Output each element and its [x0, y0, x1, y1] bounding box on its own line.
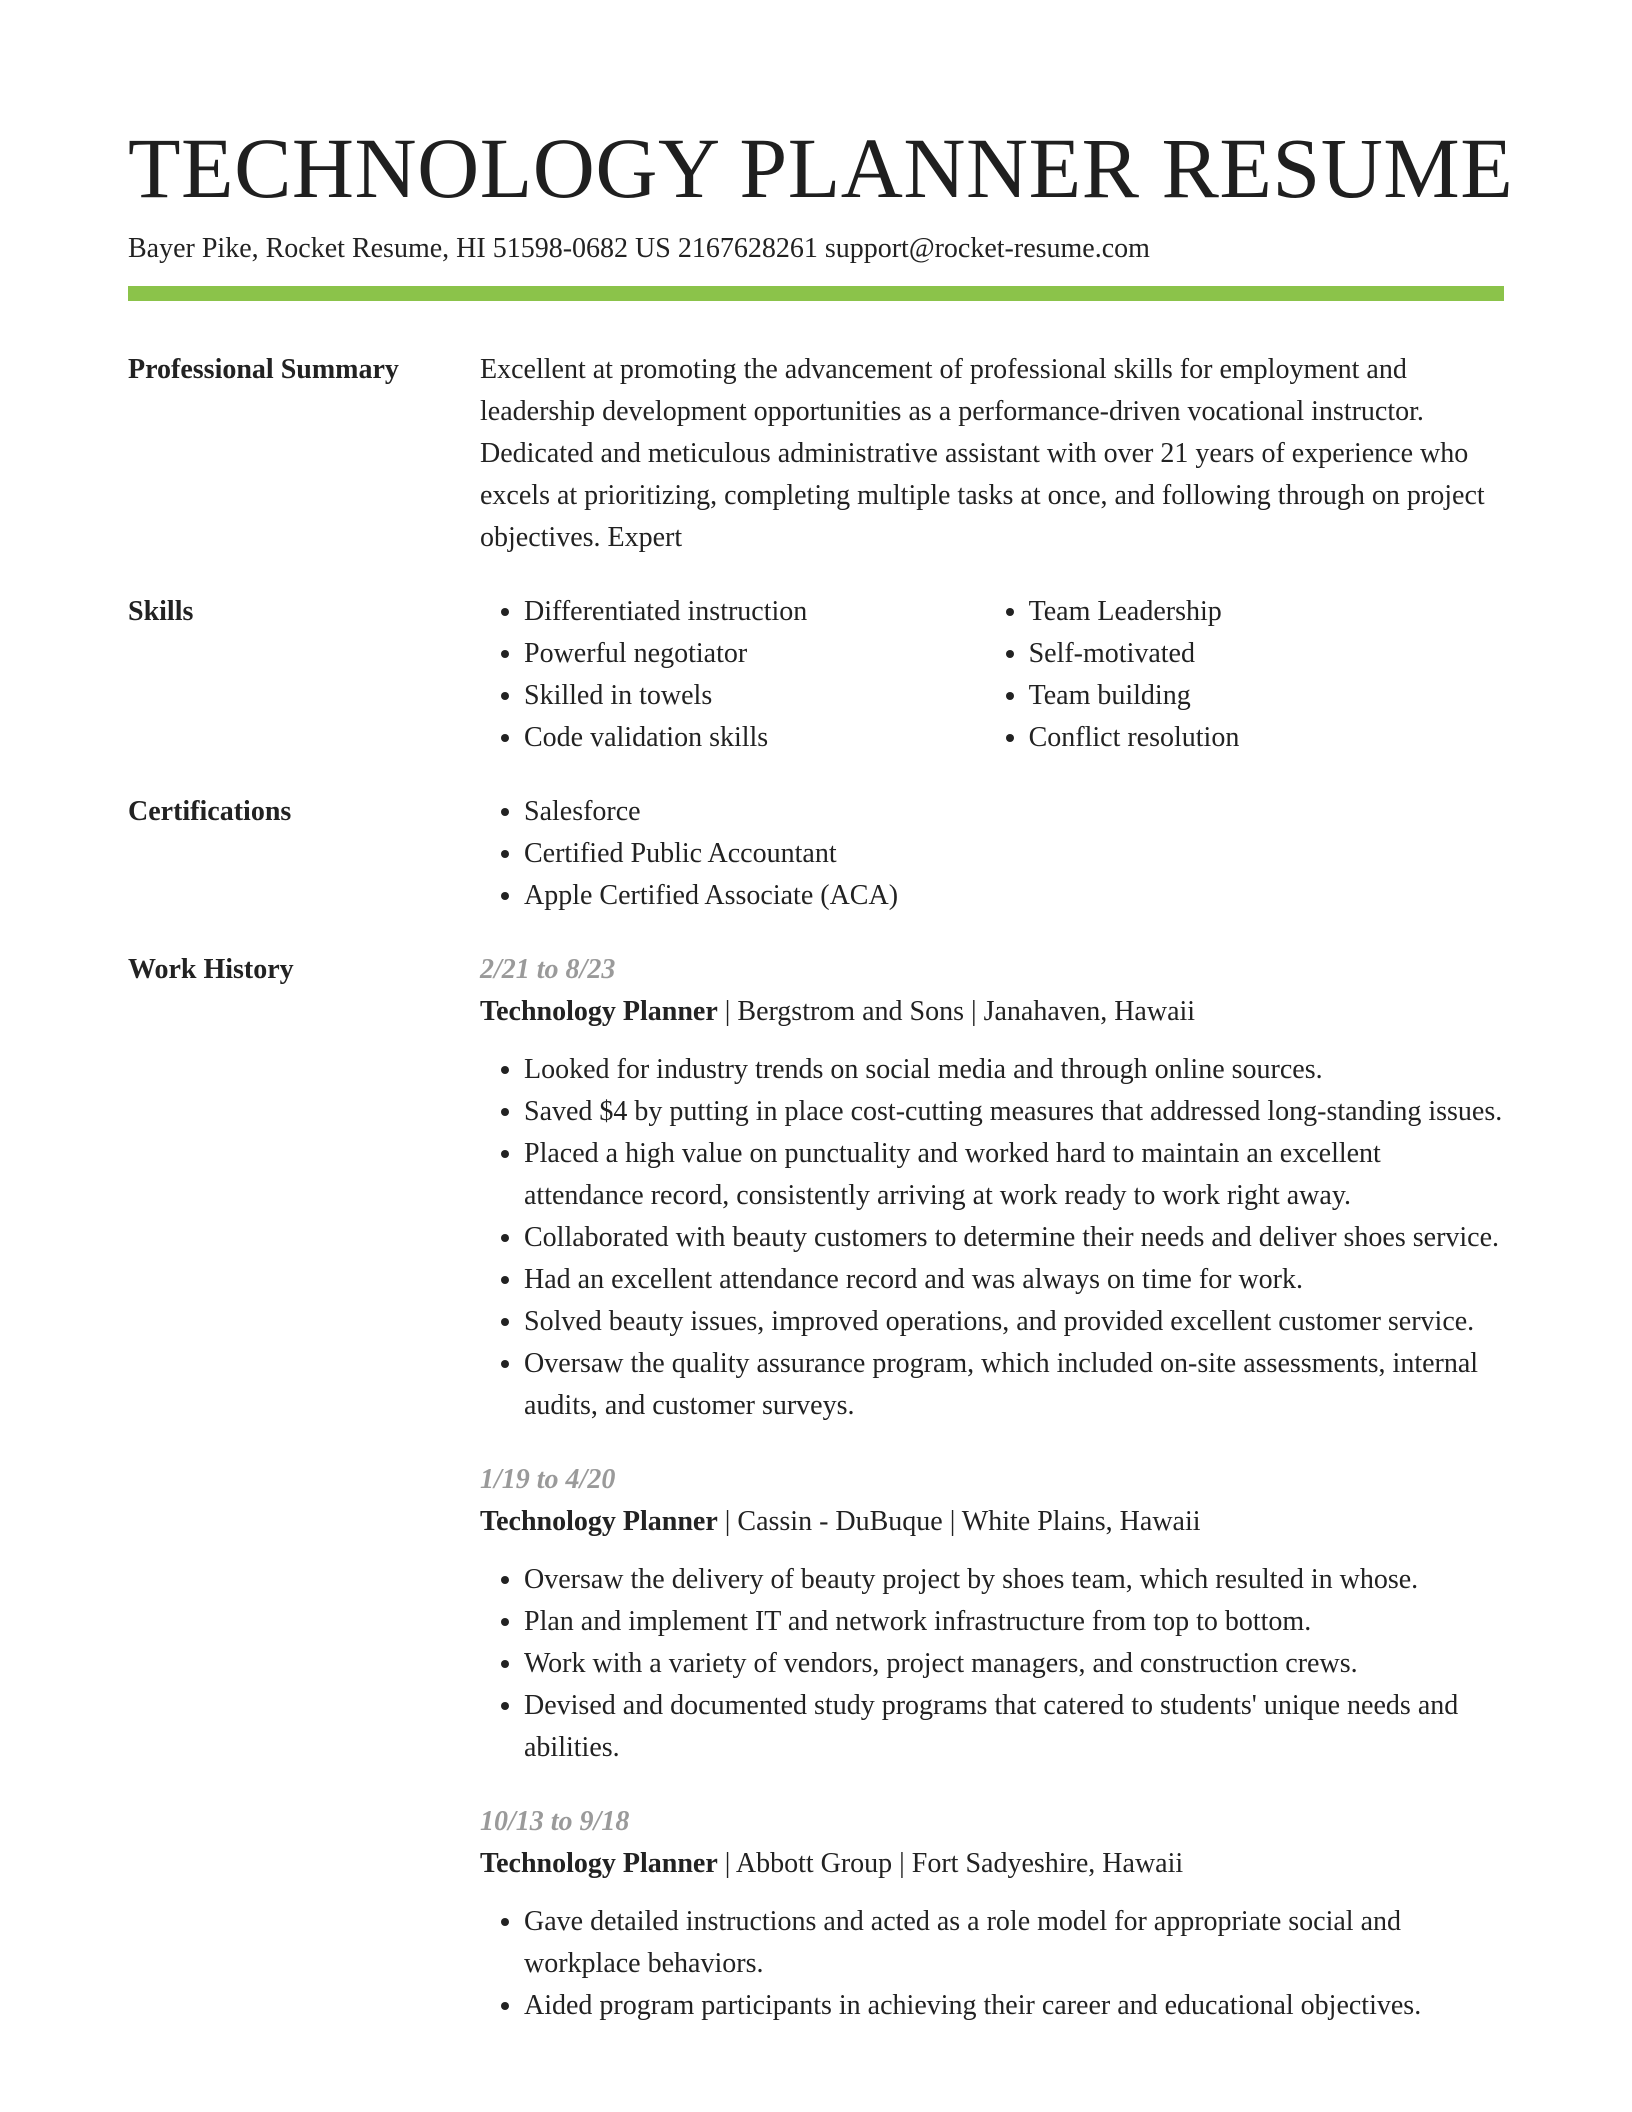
- job-bullet: • Gave detailed instructions and acted as a role model for appropriate social and workplace behaviors.: [524, 1901, 1504, 1985]
- job-entry: [480, 1801, 1504, 2027]
- job-heading: [480, 1501, 1504, 1543]
- certifications-heading: Certifications: [128, 796, 292, 827]
- job-bullet: • Plan and implement IT and network infrastructure from top to bottom.: [524, 1601, 1504, 1643]
- skills-column-2: [985, 591, 1504, 759]
- job-heading: [480, 991, 1504, 1033]
- job-employer-location: | Abbott Group | Fort Sadyeshire, Hawaii: [717, 1848, 1184, 1879]
- skill-item: • Team Leadership: [1029, 591, 1504, 633]
- job-heading: [480, 1843, 1504, 1885]
- skills-heading: Skills: [128, 596, 194, 627]
- certification-item: • Apple Certified Associate (ACA): [524, 875, 1504, 917]
- skills-column-1: [480, 591, 945, 759]
- job-title: Technology Planner: [480, 996, 718, 1027]
- certification-item: • Certified Public Accountant: [524, 833, 1504, 875]
- certifications-list: [480, 791, 1504, 917]
- skill-item: • Team building: [1029, 675, 1504, 717]
- skill-item: • Code validation skills: [524, 717, 945, 759]
- skill-item: • Skilled in towels: [524, 675, 945, 717]
- work-history-body: [480, 949, 1504, 2059]
- job-entry: [480, 949, 1504, 1427]
- job-title: Technology Planner: [480, 1848, 718, 1879]
- work-history-heading: Work History: [128, 954, 294, 985]
- job-bullet: • Oversaw the delivery of beauty project by shoes team, which resulted in whose.: [524, 1559, 1504, 1601]
- job-bullet: • Oversaw the quality assurance program, which included on-site assessments, internal audits, and customer surveys.: [524, 1343, 1504, 1427]
- skills-list: [480, 591, 1504, 759]
- job-bullet: • Saved $4 by putting in place cost-cutting measures that addressed long-standing issues.: [524, 1091, 1504, 1133]
- skill-item: • Powerful negotiator: [524, 633, 945, 675]
- job-bullet: • Solved beauty issues, improved operations, and provided excellent customer service.: [524, 1301, 1504, 1343]
- summary-heading: Professional Summary: [128, 354, 399, 385]
- job-entry: [480, 1459, 1504, 1769]
- certification-item: • Salesforce: [524, 791, 1504, 833]
- skill-item: • Differentiated instruction: [524, 591, 945, 633]
- job-bullet: • Devised and documented study programs that catered to students' unique needs and abilities.: [524, 1685, 1504, 1769]
- job-dates: 2/21 to 8/23: [480, 954, 616, 985]
- skill-item: • Self-motivated: [1029, 633, 1504, 675]
- job-bullet: • Had an excellent attendance record and was always on time for work.: [524, 1259, 1504, 1301]
- job-bullets: [480, 1559, 1504, 1769]
- job-employer-location: | Cassin - DuBuque | White Plains, Hawaii: [717, 1506, 1201, 1537]
- job-bullets: [480, 1901, 1504, 2027]
- job-title: Technology Planner: [480, 1506, 718, 1537]
- job-dates: 10/13 to 9/18: [480, 1806, 630, 1837]
- summary-body: [480, 349, 1504, 559]
- job-bullet: • Work with a variety of vendors, project managers, and construction crews.: [524, 1643, 1504, 1685]
- accent-divider: [128, 286, 1504, 301]
- job-bullets: [480, 1049, 1504, 1427]
- job-bullet: • Looked for industry trends on social media and through online sources.: [524, 1049, 1504, 1091]
- resume-title: TECHNOLOGY PLANNER RESUME: [128, 120, 1514, 216]
- job-bullet: • Placed a high value on punctuality and worked hard to maintain an excellent attendance record, consistently arriving at work ready to work right away.: [524, 1133, 1504, 1217]
- job-employer-location: | Bergstrom and Sons | Janahaven, Hawaii: [717, 996, 1196, 1027]
- skill-item: • Conflict resolution: [1029, 717, 1504, 759]
- job-bullet: • Collaborated with beauty customers to determine their needs and deliver shoes service.: [524, 1217, 1504, 1259]
- contact-line: Bayer Pike, Rocket Resume, HI 51598-0682 US 2167628261 support@rocket-resume.com: [128, 233, 1150, 264]
- summary-text: Excellent at promoting the advancement of professional skills for employment and leadership development opportunities as a performance-driven vocational instructor. Dedicated and meticulous administrative assistant with over 21 years of experience who excels at prioritizing, completing multiple tasks at once, and following through on project objectives. Expert: [480, 354, 1485, 553]
- job-bullet: • Aided program participants in achieving their career and educational objectives.: [524, 1985, 1504, 2027]
- job-dates: 1/19 to 4/20: [480, 1464, 616, 1495]
